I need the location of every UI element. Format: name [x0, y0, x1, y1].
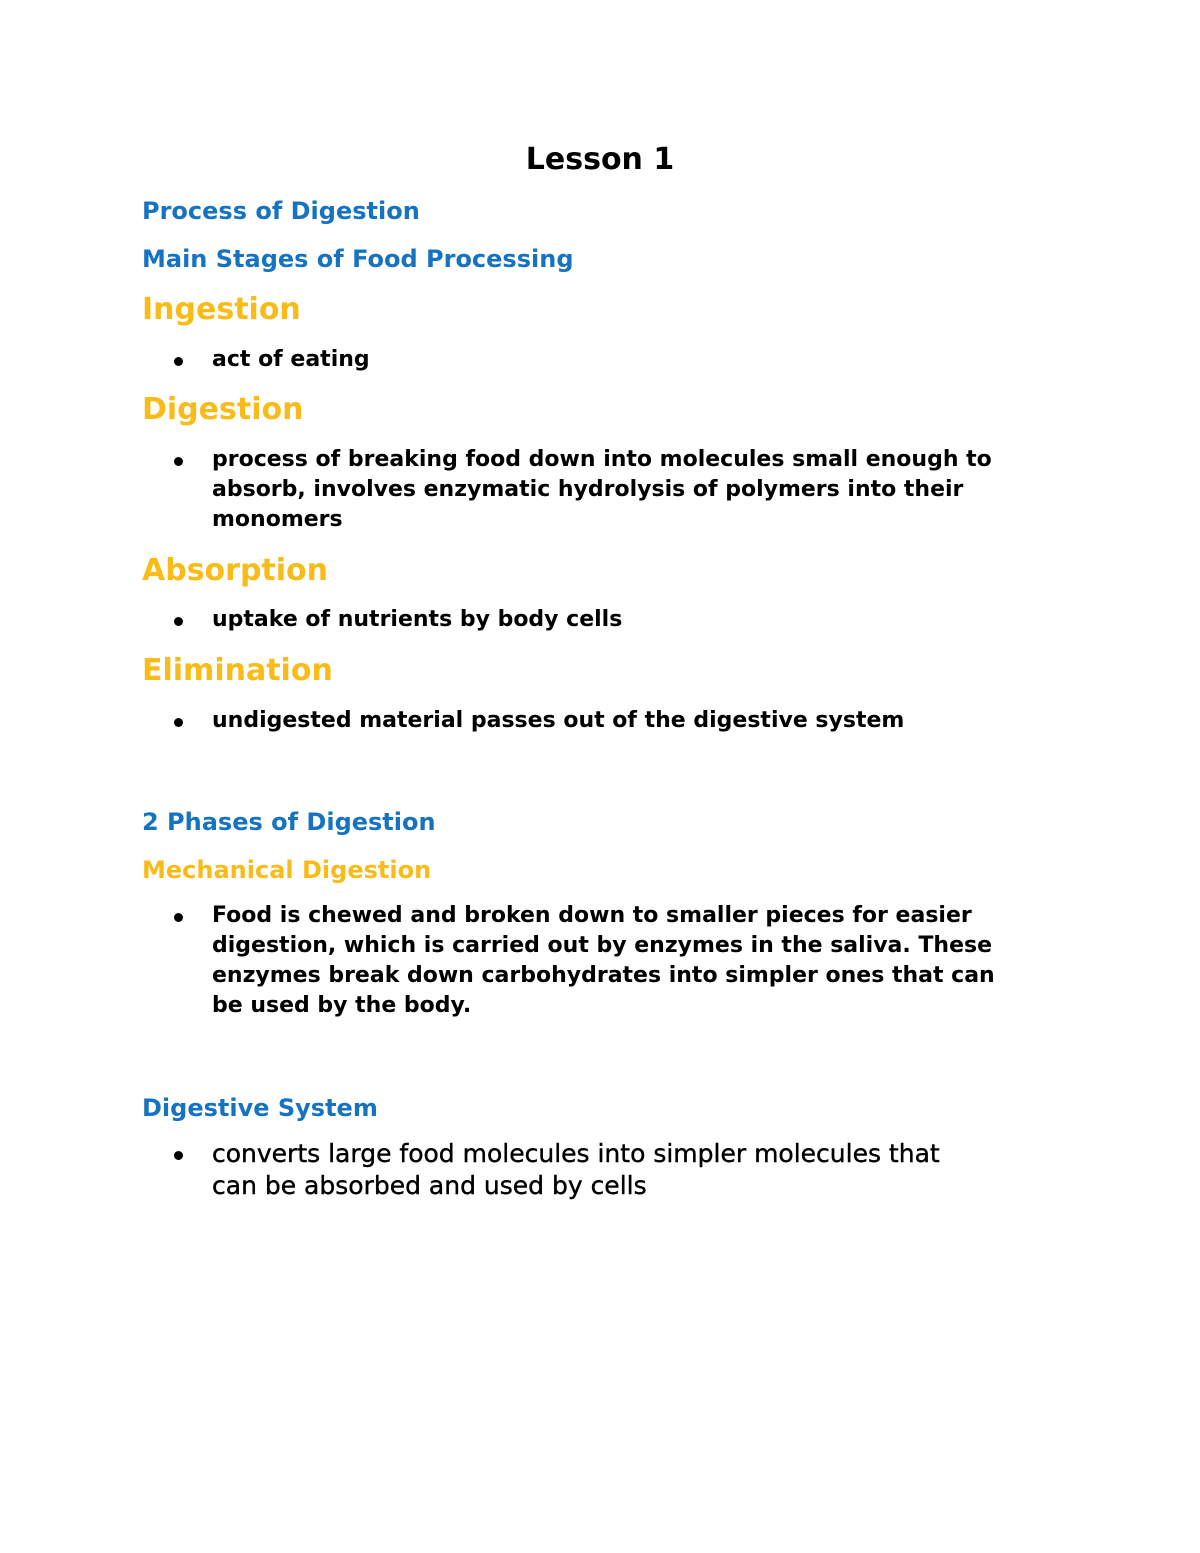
heading-ingestion: Ingestion [142, 292, 301, 327]
heading-process-of-digestion: Process of Digestion [142, 197, 420, 225]
list-item-text: undigested material passes out of the digestive system [212, 708, 905, 733]
heading-mechanical-digestion: Mechanical Digestion [142, 856, 432, 884]
list-item-text: act of eating [212, 347, 370, 372]
bullet-icon [174, 913, 183, 922]
heading-two-phases: 2 Phases of Digestion [142, 808, 436, 836]
page-title: Lesson 1 [525, 142, 675, 177]
list-item-text: uptake of nutrients by body cells [212, 607, 623, 632]
bullet-icon [174, 457, 183, 466]
list-item-text: process of breaking food down into molecules small enough to absorb, involves enzymatic hydrolysis of polymers into their monomers [212, 447, 992, 532]
list-item-text: converts large food molecules into simpler molecules that can be absorbed and used by cells [212, 1139, 940, 1200]
bullet-icon [174, 617, 183, 626]
heading-elimination: Elimination [142, 653, 333, 688]
bullet-icon [174, 357, 183, 366]
list-item-text: Food is chewed and broken down to smaller pieces for easier digestion, which is carried out by enzymes in the saliva. These enzymes break down carbohydrates into simpler ones that can be used by the body. [212, 903, 995, 1018]
heading-digestive-system: Digestive System [142, 1094, 378, 1122]
heading-absorption: Absorption [142, 553, 329, 588]
heading-main-stages: Main Stages of Food Processing [142, 245, 574, 273]
heading-digestion: Digestion [142, 392, 304, 427]
bullet-icon [174, 1151, 183, 1160]
bullet-icon [174, 718, 183, 727]
